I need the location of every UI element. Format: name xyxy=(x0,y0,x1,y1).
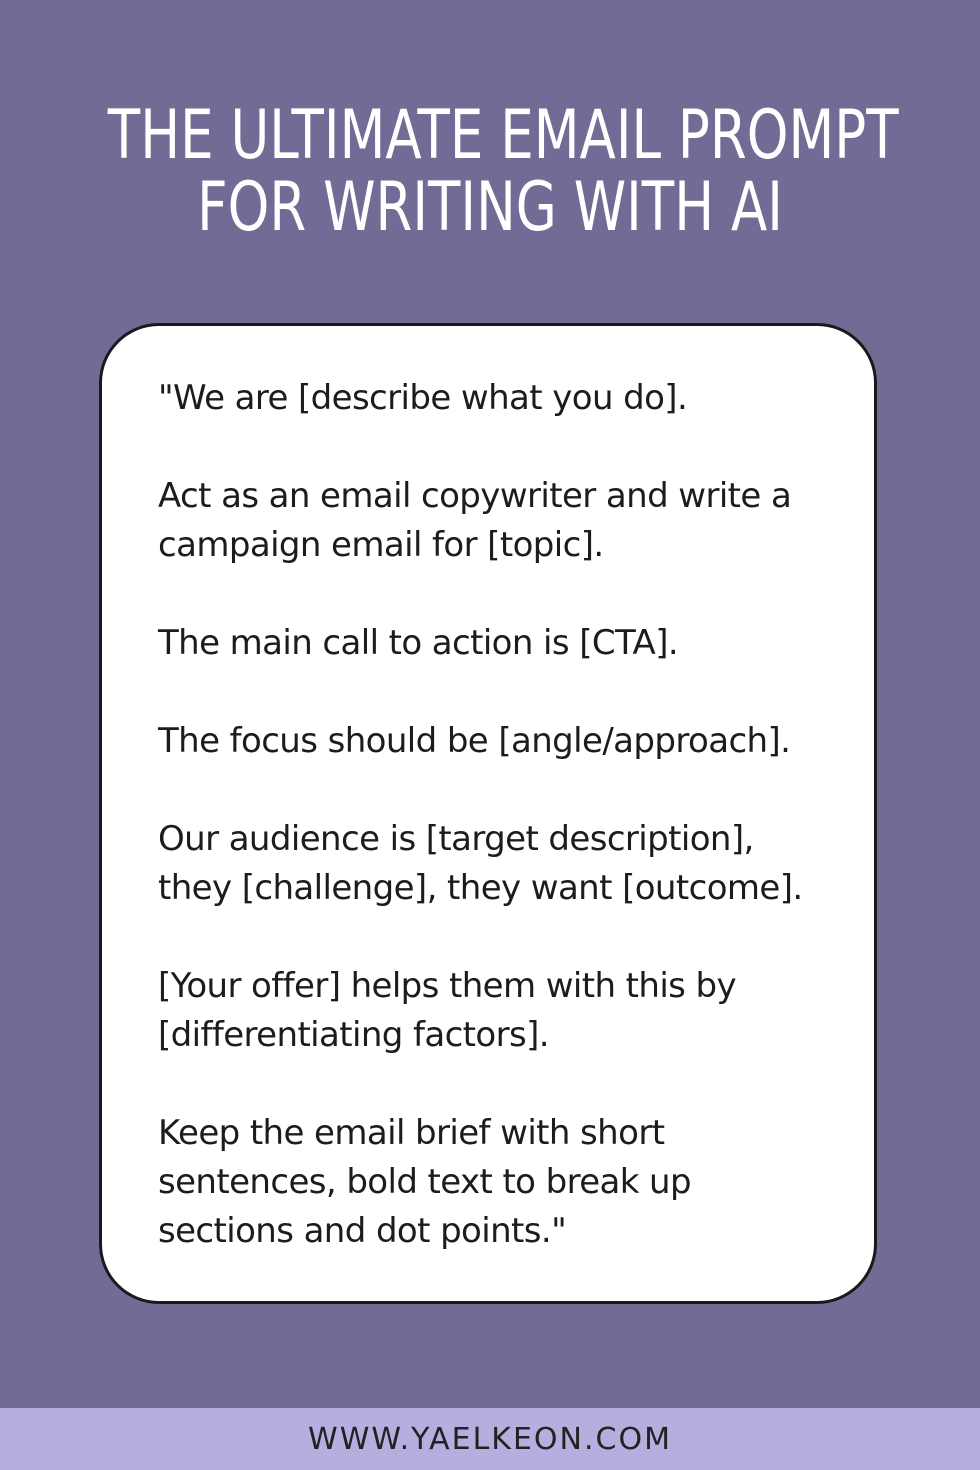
prompt-line: The main call to action is [CTA]. xyxy=(158,623,679,663)
prompt-card xyxy=(99,323,877,1304)
page-title xyxy=(0,96,980,247)
title-line-1: THE ULTIMATE EMAIL PROMPT xyxy=(107,96,899,175)
website-url[interactable]: WWW.YAELKEON.COM xyxy=(308,1421,672,1457)
prompt-paragraph-audience xyxy=(158,815,858,913)
prompt-paragraph-style xyxy=(158,1109,858,1256)
prompt-line: [differentiating factors]. xyxy=(158,1015,549,1055)
prompt-line: sentences, bold text to break up xyxy=(158,1162,691,1202)
prompt-line: Keep the email brief with short xyxy=(158,1113,665,1153)
prompt-line: [Your offer] helps them with this by xyxy=(158,966,736,1006)
prompt-line: sections and dot points." xyxy=(158,1211,567,1251)
footer-band xyxy=(0,1408,980,1470)
prompt-paragraph-intro xyxy=(158,374,858,423)
prompt-paragraph-focus xyxy=(158,717,858,766)
prompt-line: "We are [describe what you do]. xyxy=(158,378,688,418)
prompt-line: Our audience is [target description], xyxy=(158,819,754,859)
prompt-text xyxy=(158,374,858,1256)
prompt-line: campaign email for [topic]. xyxy=(158,525,604,565)
prompt-paragraph-cta xyxy=(158,619,858,668)
prompt-line: The focus should be [angle/approach]. xyxy=(158,721,791,761)
prompt-paragraph-role xyxy=(158,472,858,570)
prompt-line: Act as an email copywriter and write a xyxy=(158,476,792,516)
title-line-2: FOR WRITING WITH AI xyxy=(197,168,783,247)
prompt-paragraph-offer xyxy=(158,962,858,1060)
prompt-line: they [challenge], they want [outcome]. xyxy=(158,868,803,908)
